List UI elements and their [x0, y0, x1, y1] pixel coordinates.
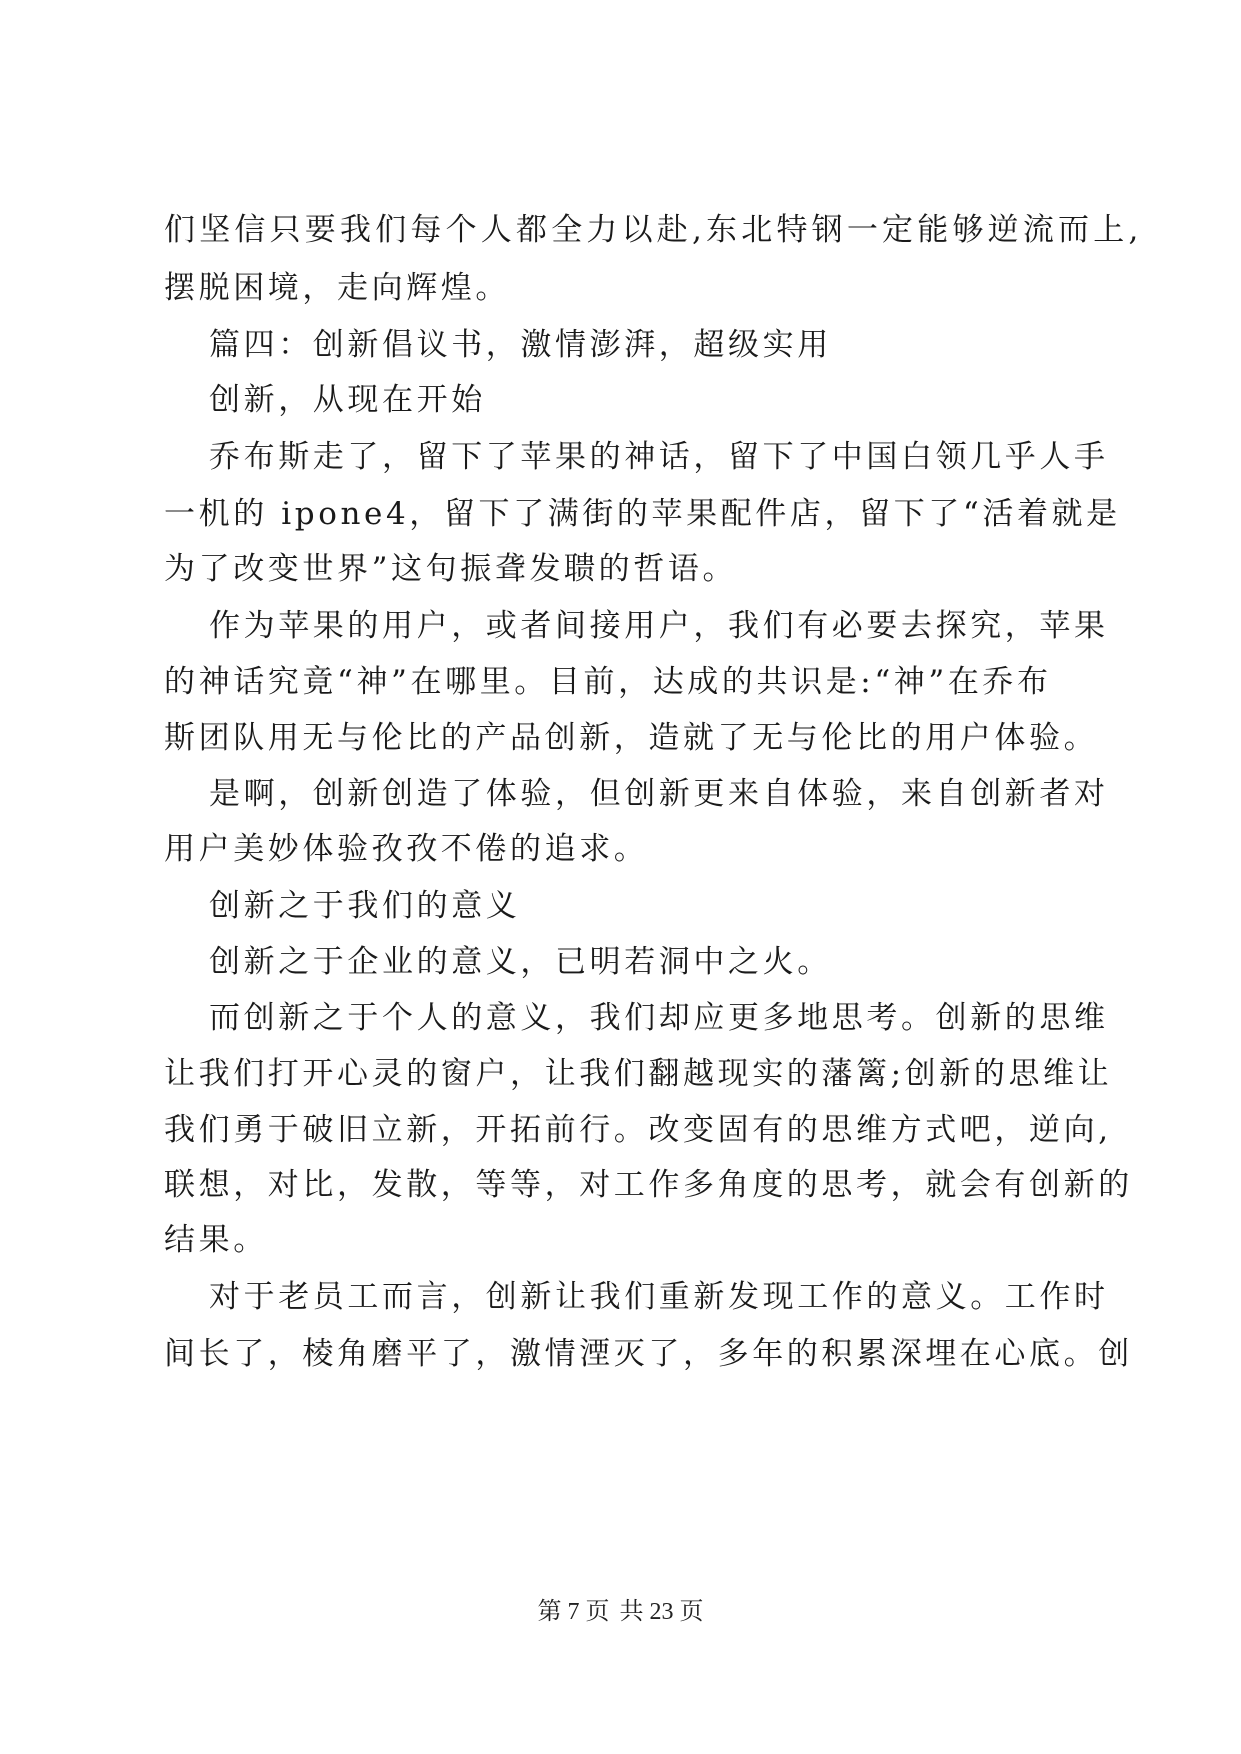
subheading: 创新，从现在开始: [209, 382, 486, 418]
subheading: 创新之于我们的意义: [209, 888, 521, 924]
paragraph-line: 间长了，棱角磨平了，激情湮灭了，多年的积累深埋在心底。创: [164, 1336, 1133, 1372]
paragraph-line: 作为苹果的用户，或者间接用户，我们有必要去探究，苹果: [209, 608, 1109, 644]
paragraph-line: 结果。: [164, 1222, 268, 1258]
section-heading: 篇四：创新倡议书，激情澎湃，超级实用: [209, 327, 832, 363]
paragraph-line: 用户美妙体验孜孜不倦的追求。: [164, 831, 649, 867]
paragraph-line: 乔布斯走了，留下了苹果的神话，留下了中国白领几乎人手: [209, 439, 1109, 475]
page-total: 共 23 页: [619, 1599, 704, 1625]
paragraph-line: 一机的 ipone4，留下了满街的苹果配件店，留下了“活着就是: [164, 496, 1121, 532]
paragraph-line: 对于老员工而言，创新让我们重新发现工作的意义。工作时: [209, 1279, 1109, 1315]
paragraph-line: 联想，对比，发散，等等，对工作多角度的思考，就会有创新的: [164, 1167, 1133, 1203]
paragraph-line: 为了改变世界”这句振聋发聩的哲语。: [164, 551, 738, 587]
paragraph-line: 们坚信只要我们每个人都全力以赴,东北特钢一定能够逆流而上,: [164, 212, 1143, 248]
page-number: 第 7 页: [537, 1599, 610, 1625]
paragraph-line: 斯团队用无与伦比的产品创新，造就了无与伦比的用户体验。: [164, 720, 1099, 756]
paragraph-line: 摆脱困境，走向辉煌。: [164, 270, 510, 306]
paragraph-line: 创新之于企业的意义，已明若洞中之火。: [209, 944, 832, 980]
paragraph-line: 我们勇于破旧立新，开拓前行。改变固有的思维方式吧，逆向,: [164, 1112, 1112, 1148]
paragraph-line: 是啊，创新创造了体验，但创新更来自体验，来自创新者对: [209, 776, 1109, 812]
paragraph-line: 让我们打开心灵的窗户，让我们翻越现实的藩篱;创新的思维让: [164, 1056, 1113, 1092]
paragraph-line: 的神话究竟“神”在哪里。目前，达成的共识是:“神”在乔布: [164, 664, 1052, 700]
paragraph-line: 而创新之于个人的意义，我们却应更多地思考。创新的思维: [209, 1000, 1109, 1036]
page-footer: [0, 1591, 1241, 1626]
